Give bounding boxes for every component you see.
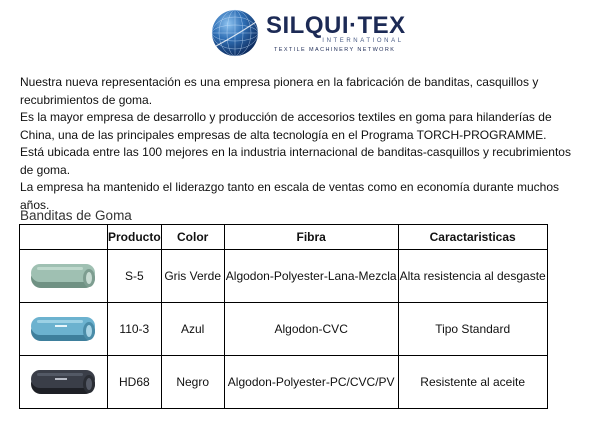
- header-fibra: Fibra: [224, 225, 398, 250]
- brand-sub: INTERNATIONAL: [322, 38, 404, 44]
- product-image-cell: [20, 303, 108, 356]
- table-row: [20, 303, 548, 356]
- product-image-cell: [20, 250, 108, 303]
- intro-paragraph: Nuestra nueva representación es una empresa pionera en la fabricación de banditas, casquillos y recubrimientos de goma.: [20, 75, 539, 107]
- products-table: [19, 224, 548, 409]
- fibra-cell: Algodon-CVC: [224, 303, 398, 356]
- caracteristicas-cell: Alta resistencia al desgaste: [398, 250, 547, 303]
- table-row: [20, 250, 548, 303]
- intro-paragraph: La empresa ha mantenido el liderazgo tanto en escala de ventas como en economía durante muchos años.: [20, 180, 560, 212]
- color-cell: Azul: [161, 303, 224, 356]
- color-cell: Negro: [161, 356, 224, 409]
- intro-text: [20, 74, 585, 214]
- table-header-row: [20, 225, 548, 250]
- intro-paragraph: Está ubicada entre las 100 mejores en la industria internacional de banditas-casquillos y recubrimientos de goma.: [20, 145, 571, 177]
- blue-apron-band-icon: [27, 311, 101, 347]
- header-producto: Producto: [108, 225, 162, 250]
- section-title: Banditas de Goma: [20, 208, 132, 223]
- header-image: [20, 225, 108, 250]
- fibra-cell: Algodon-Polyester-PC/CVC/PV: [224, 356, 398, 409]
- header-caracteristicas: Caractaristicas: [398, 225, 547, 250]
- producto-cell: HD68: [108, 356, 162, 409]
- black-apron-band-icon: [27, 364, 101, 400]
- brand-tagline: TEXTILE MACHINERY NETWORK: [274, 47, 396, 53]
- caracteristicas-cell: Resistente al aceite: [398, 356, 547, 409]
- fibra-cell: Algodon-Polyester-Lana-Mezcla: [224, 250, 398, 303]
- grey-green-apron-band-icon: [27, 258, 101, 294]
- producto-cell: S-5: [108, 250, 162, 303]
- caracteristicas-cell: Tipo Standard: [398, 303, 547, 356]
- intro-paragraph: Es la mayor empresa de desarrollo y producción de accesorios textiles en goma para hilanderías de China, una de las principales empresas de alta tecnología en el Programa TORCH-PROGRAMME.: [20, 110, 552, 142]
- header-color: Color: [161, 225, 224, 250]
- brand-name: SILQUI·TEX: [266, 12, 406, 39]
- product-image-cell: [20, 356, 108, 409]
- table-row: [20, 356, 548, 409]
- silquitex-logo: [210, 8, 406, 58]
- color-cell: Gris Verde: [161, 250, 224, 303]
- producto-cell: 110-3: [108, 303, 162, 356]
- globe-logo-icon: [210, 8, 260, 58]
